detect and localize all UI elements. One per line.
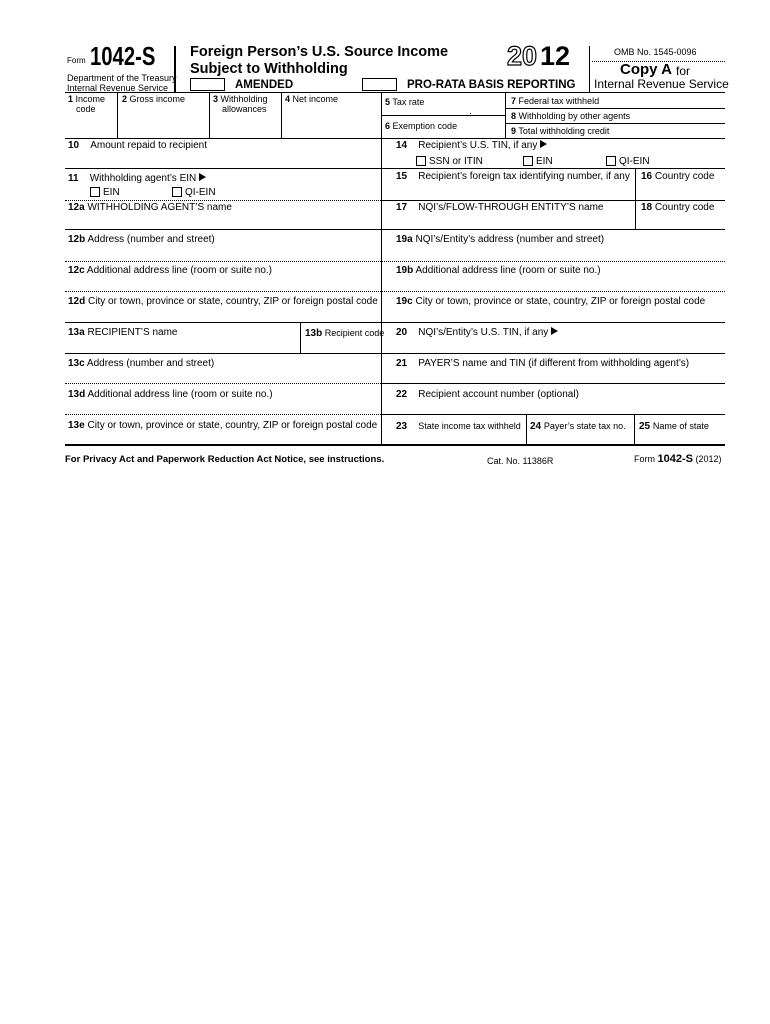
box-label: Withholding <box>220 94 268 104</box>
option-label: QI-EIN <box>619 156 650 167</box>
box-label: Recipient’s U.S. TIN, if any <box>418 140 538 151</box>
catalog-number: Cat. No. 11386R <box>487 456 554 466</box>
box-number: 19a <box>396 234 413 245</box>
box-number: 2 <box>122 94 128 104</box>
ssn-itin-checkbox[interactable] <box>416 156 426 166</box>
copy-label: Copy A <box>620 61 672 78</box>
box-number: 13d <box>68 389 86 400</box>
agency-name: Internal Revenue Service <box>67 83 169 93</box>
box-number: 15 <box>396 171 408 182</box>
box-number: 7 <box>511 96 517 106</box>
box-number: 24 <box>530 421 542 432</box>
box-number: 14 <box>396 140 408 151</box>
qi-ein-checkbox[interactable] <box>172 187 182 197</box>
box-number: 13c <box>68 358 85 369</box>
box-number: 19b <box>396 265 414 276</box>
omb-number: OMB No. 1545-0096 <box>614 47 697 57</box>
amended-label: AMENDED <box>235 79 294 91</box>
department-name: Department of the Treasury <box>67 73 177 83</box>
option-label: EIN <box>103 187 120 198</box>
box-number: 1 <box>68 94 74 104</box>
box-number: 6 <box>385 121 391 131</box>
box-label: Total withholding credit <box>518 126 610 136</box>
form-prefix: Form <box>67 56 86 65</box>
box-label: NQI’s/Entity’s U.S. TIN, if any <box>418 327 549 338</box>
arrow-right-icon <box>540 140 547 148</box>
copy-for: for <box>676 64 691 78</box>
box-label: Withholding by other agents <box>518 111 631 121</box>
box-label: State income tax withheld <box>418 421 521 431</box>
arrow-right-icon <box>551 327 558 335</box>
copy-recipient: Internal Revenue Service <box>594 77 729 91</box>
form-subtitle: Subject to Withholding <box>190 61 348 77</box>
box-label: Name of state <box>652 421 709 431</box>
box-number: 3 <box>213 94 219 104</box>
box-label: Additional address line (room or suite no.) <box>87 389 273 400</box>
box-label: Exemption code <box>392 121 458 131</box>
option-label: EIN <box>536 156 553 167</box>
box-number: 18 <box>641 202 653 213</box>
box-number: 12c <box>68 265 85 276</box>
box-label: WITHHOLDING AGENT’S name <box>87 202 232 213</box>
box-number: 4 <box>285 94 291 104</box>
prorata-label: PRO-RATA BASIS REPORTING <box>407 79 576 91</box>
box-label: Gross income <box>129 94 186 104</box>
box-label: PAYER’S name and TIN (if different from withholding agent’s) <box>418 358 690 369</box>
box-number: 12a <box>68 202 85 213</box>
box-number: 20 <box>396 327 408 338</box>
box-label: City or town, province or state, country, ZIP or foreign postal code <box>88 296 378 307</box>
decimal-point: . <box>469 106 472 117</box>
box-label: Net income <box>292 94 339 104</box>
box-label: Address (number and street) <box>86 358 215 369</box>
box-label: Income <box>75 94 106 104</box>
prorata-checkbox[interactable] <box>362 78 397 91</box>
box-number: 10 <box>68 140 80 151</box>
box-label: Recipient’s foreign tax identifying number, if any <box>418 171 630 182</box>
box-label: RECIPIENT’S name <box>87 327 178 338</box>
box-number: 12d <box>68 296 86 307</box>
box-label: NQI’s/Entity’s address (number and street) <box>415 234 605 245</box>
box-number: 5 <box>385 97 391 107</box>
footer-form-number: 1042-S <box>657 453 693 465</box>
box-label: Country code <box>654 171 715 182</box>
privacy-notice: For Privacy Act and Paperwork Reduction Act Notice, see instructions. <box>65 454 385 465</box>
box-number: 23 <box>396 421 408 432</box>
box-label: Amount repaid to recipient <box>90 140 207 151</box>
box-number: 11 <box>68 173 79 184</box>
box-number: 12b <box>68 234 86 245</box>
box-number: 8 <box>511 111 517 121</box>
option-label: SSN or ITIN <box>429 156 483 167</box>
box-number: 22 <box>396 389 408 400</box>
box-label: NQI’s/FLOW-THROUGH ENTITY’S name <box>418 202 604 213</box>
box-label: Recipient code <box>324 328 385 338</box>
tax-year-bold: 12 <box>540 41 571 71</box>
box-label: City or town, province or state, country, ZIP or foreign postal code <box>87 420 378 431</box>
box-label: allowances <box>222 104 267 114</box>
box-label: City or town, province or state, country, ZIP or foreign postal code <box>415 296 706 307</box>
option-label: QI-EIN <box>185 187 216 198</box>
box-label: Recipient account number (optional) <box>418 389 579 400</box>
box-label: Additional address line (room or suite no.) <box>415 265 601 276</box>
box-number: 13e <box>68 420 85 431</box>
arrow-right-icon <box>199 173 206 181</box>
box-number: 25 <box>639 421 651 432</box>
box-label: Federal tax withheld <box>518 96 600 106</box>
amended-checkbox[interactable] <box>190 78 225 91</box>
box-number: 13a <box>68 327 85 338</box>
tax-year-outline: 20 <box>507 41 538 71</box>
box-number: 17 <box>396 202 408 213</box>
box-label: Additional address line (room or suite no.) <box>86 265 273 276</box>
footer-form-year: (2012) <box>695 454 722 464</box>
box-number: 9 <box>511 126 517 136</box>
footer-form-prefix: Form <box>634 454 655 464</box>
ein-checkbox[interactable] <box>90 187 100 197</box>
box-number: 16 <box>641 171 653 182</box>
box-number: 19c <box>396 296 413 307</box>
box-label: Payer’s state tax no. <box>543 421 626 431</box>
box-number: 21 <box>396 358 408 369</box>
ein-checkbox[interactable] <box>523 156 533 166</box>
box-label: code <box>76 104 96 114</box>
box-label: Withholding agent’s EIN <box>89 173 197 184</box>
box-label: Country code <box>654 202 715 213</box>
qi-ein-checkbox[interactable] <box>606 156 616 166</box>
form-title: Foreign Person’s U.S. Source Income <box>190 44 449 60</box>
box-number: 13b <box>305 328 323 339</box>
box-label: Tax rate <box>392 97 425 107</box>
form-number: 1042-S <box>90 41 156 71</box>
box-label: Address (number and street) <box>87 234 215 245</box>
